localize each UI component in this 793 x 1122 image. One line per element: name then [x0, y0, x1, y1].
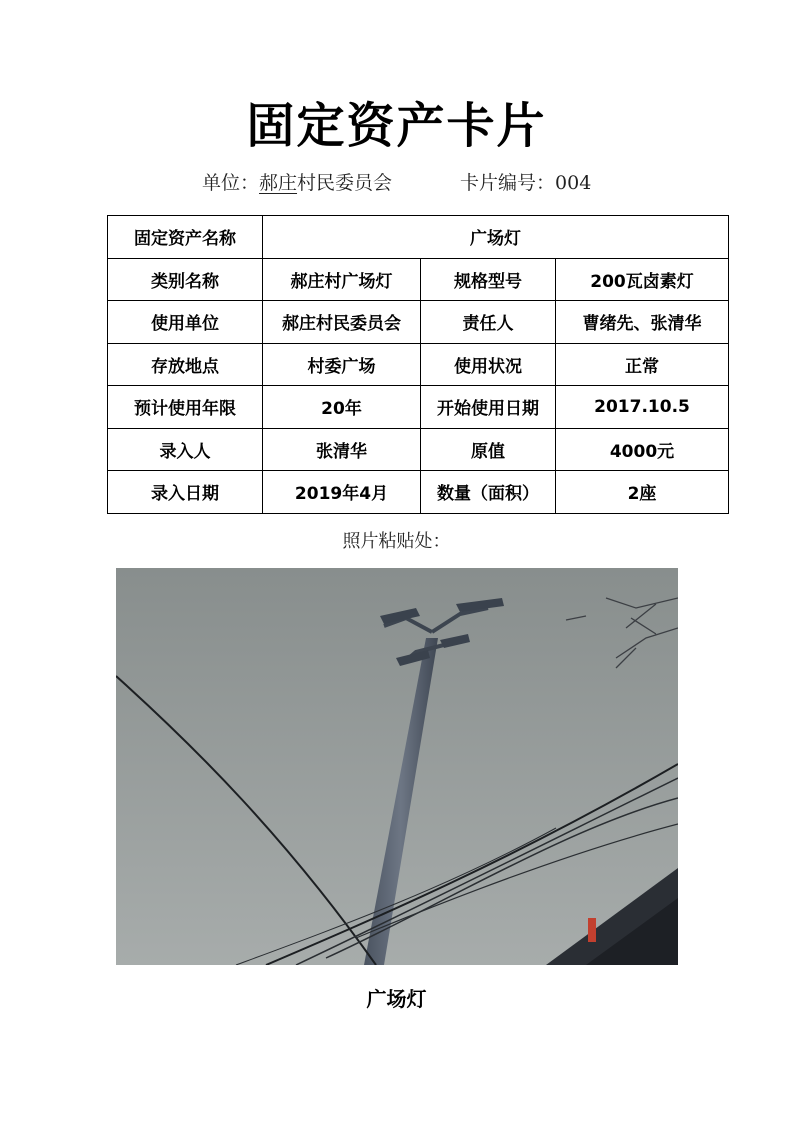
original-value-value: 4000元 — [556, 428, 729, 471]
unit-suffix: 村民委员会 — [297, 172, 393, 194]
entered-by-label: 录入人 — [108, 428, 263, 471]
header-info — [0, 166, 793, 196]
responsible-value: 曹绪先、张清华 — [556, 301, 729, 344]
start-date-value: 2017.10.5 — [556, 386, 729, 429]
photo-area-label: 照片粘贴处： — [342, 531, 451, 552]
status-value: 正常 — [556, 343, 729, 386]
category-value: 郝庄村广场灯 — [263, 258, 421, 301]
table-row — [108, 216, 729, 259]
location-value: 村委广场 — [263, 343, 421, 386]
table-row — [108, 471, 729, 514]
start-date-label: 开始使用日期 — [421, 386, 556, 429]
photo-caption: 广场灯 — [366, 987, 427, 1011]
asset-info-table — [107, 215, 729, 514]
asset-name-value: 广场灯 — [263, 216, 729, 259]
table-row — [108, 258, 729, 301]
page-title: 固定资产卡片 — [246, 98, 547, 154]
status-label: 使用状况 — [421, 343, 556, 386]
card-number-label: 卡片编号： — [460, 172, 556, 194]
user-unit-value: 郝庄村民委员会 — [263, 301, 421, 344]
lamp-photo-illustration — [116, 568, 678, 965]
table-row — [108, 301, 729, 344]
street-lamp-photo — [116, 568, 678, 965]
quantity-value: 2座 — [556, 471, 729, 514]
table-row — [108, 428, 729, 471]
spec-value: 200瓦卤素灯 — [556, 258, 729, 301]
life-label: 预计使用年限 — [108, 386, 263, 429]
card-number-field — [460, 168, 591, 195]
responsible-label: 责任人 — [421, 301, 556, 344]
asset-name-label: 固定资产名称 — [108, 216, 263, 259]
location-label: 存放地点 — [108, 343, 263, 386]
original-value-label: 原值 — [421, 428, 556, 471]
life-value: 20年 — [263, 386, 421, 429]
card-number-value: 004 — [555, 172, 592, 194]
entry-date-value: 2019年4月 — [263, 471, 421, 514]
table-row — [108, 343, 729, 386]
spec-label: 规格型号 — [421, 258, 556, 301]
unit-field — [202, 168, 392, 195]
entered-by-value: 张清华 — [263, 428, 421, 471]
quantity-label: 数量（面积） — [421, 471, 556, 514]
entry-date-label: 录入日期 — [108, 471, 263, 514]
table-row — [108, 386, 729, 429]
unit-prefix: 单位： — [202, 172, 260, 194]
category-label: 类别名称 — [108, 258, 263, 301]
user-unit-label: 使用单位 — [108, 301, 263, 344]
unit-name-underlined: 郝庄 — [259, 172, 298, 194]
